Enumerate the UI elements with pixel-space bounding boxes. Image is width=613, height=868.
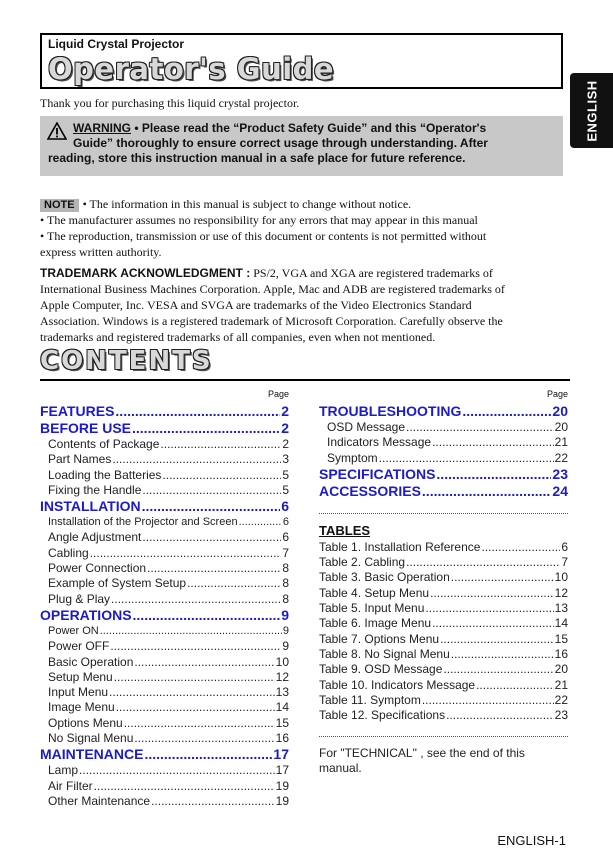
toc-entry[interactable] — [40, 530, 289, 545]
trademark-label: TRADEMARK ACKNOWLEDGMENT : — [40, 266, 251, 280]
toc-leader-dots — [406, 555, 560, 570]
toc-left-column — [40, 389, 289, 809]
toc-leader-dots — [115, 403, 280, 420]
toc-entry[interactable] — [40, 731, 289, 746]
toc-entry[interactable] — [40, 468, 289, 483]
page-column-label: Page — [267, 389, 289, 399]
toc-section-entry[interactable] — [319, 466, 568, 483]
toc-entry-label: ACCESSORIES — [319, 482, 421, 499]
toc-table-entry[interactable] — [319, 647, 568, 662]
toc-entry-label: Table 1. Installation Reference — [319, 539, 481, 554]
toc-entry-label: Symptom — [327, 450, 378, 465]
toc-entry-page: 9 — [281, 606, 289, 623]
toc-separator — [319, 736, 568, 737]
toc-entry-label: Table 6. Image Menu — [319, 616, 432, 631]
toc-section-entry[interactable] — [40, 403, 289, 420]
toc-entry-page: 20 — [554, 662, 568, 677]
toc-leader-dots — [151, 794, 275, 809]
trademark-line-5: trademarks and registered trademarks of all companies, even when not mentioned. — [40, 330, 436, 344]
toc-entry-page: 2 — [281, 420, 289, 436]
language-tab-label: ENGLISH — [584, 79, 599, 142]
toc-leader-dots — [160, 437, 281, 452]
toc-entry-label: Table 9. OSD Message — [319, 662, 443, 677]
toc-entry-label: MAINTENANCE — [40, 746, 144, 763]
toc-entry-label: Basic Operation — [48, 654, 134, 669]
toc-leader-dots — [134, 731, 274, 746]
toc-leader-dots — [79, 763, 275, 778]
page-column-label: Page — [546, 389, 568, 399]
contents-heading: CONTENTS — [40, 346, 213, 376]
toc-section-entry[interactable] — [319, 403, 568, 420]
toc-entry-label: Image Menu — [48, 700, 115, 715]
trademark-line-1 — [40, 265, 565, 281]
toc-entry[interactable] — [319, 435, 568, 450]
toc-entry-label: OSD Message — [327, 420, 406, 434]
toc-entry-page: 8 — [282, 591, 289, 606]
toc-entry-label: No Signal Menu — [48, 731, 134, 746]
toc-leader-dots — [239, 515, 282, 530]
toc-leader-dots — [90, 546, 282, 561]
toc-entry[interactable] — [40, 794, 289, 809]
toc-leader-dots — [422, 483, 552, 500]
toc-leader-dots — [422, 693, 554, 708]
toc-leader-dots — [425, 601, 553, 616]
toc-leader-dots — [436, 466, 551, 483]
toc-entry[interactable] — [40, 779, 289, 794]
toc-entry[interactable] — [40, 639, 289, 654]
technical-note: For "TECHNICAL" , see the end of this manual. — [319, 746, 525, 776]
toc-leader-dots — [114, 670, 275, 685]
toc-entry-label: TROUBLESHOOTING — [319, 403, 462, 419]
toc-entry-label: Part Names — [48, 452, 112, 467]
tables-list — [319, 540, 568, 724]
toc-entry-page: 17 — [273, 746, 289, 763]
toc-entry-label: Contents of Package — [48, 437, 160, 451]
warning-line-1 — [48, 121, 553, 136]
toc-entry-label: BEFORE USE — [40, 420, 132, 436]
toc-entry-label: Table 2. Cabling — [319, 555, 406, 570]
contents-divider — [40, 379, 570, 381]
toc-entry-label: Table 11. Symptom — [319, 692, 421, 707]
toc-leader-dots — [144, 746, 272, 763]
toc-section-entry[interactable] — [40, 498, 289, 515]
toc-entry-page: 14 — [275, 700, 289, 715]
toc-entry-page: 9 — [282, 624, 289, 637]
toc-entry-page: 24 — [552, 482, 568, 499]
toc-entry[interactable] — [40, 700, 289, 715]
toc-table-entry[interactable] — [319, 586, 568, 601]
toc-entry-page: 3 — [282, 452, 289, 467]
toc-entry-page: 8 — [282, 576, 289, 591]
toc-entry-label: Cabling — [48, 545, 89, 560]
toc-leader-dots — [446, 708, 554, 723]
toc-entry[interactable] — [40, 452, 289, 467]
warning-label: WARNING — [73, 121, 131, 135]
toc-leader-dots — [432, 435, 554, 450]
toc-leader-dots — [134, 655, 274, 670]
warning-line-3: reading, store this instruction manual in a safe place for future reference. — [48, 151, 466, 165]
toc-entry-page: 22 — [554, 692, 568, 707]
toc-entry-page: 16 — [554, 646, 568, 661]
toc-entry-label: SPECIFICATIONS — [319, 465, 436, 482]
trademark-line-2: International Business Machines Corporation. Apple, Mac and ADB are registered trademarks of — [40, 282, 505, 296]
toc-entry-page: 10 — [275, 654, 289, 669]
note-badge: NOTE — [40, 199, 79, 212]
toc-entry[interactable] — [40, 576, 289, 591]
toc-entry-page: 19 — [275, 778, 289, 793]
toc-entry-page: 8 — [282, 561, 289, 576]
toc-leader-dots — [440, 632, 554, 647]
toc-entry[interactable] — [40, 624, 289, 639]
toc-entry[interactable] — [40, 437, 289, 452]
toc-entry[interactable] — [40, 670, 289, 685]
toc-entry-page: 15 — [554, 631, 568, 646]
note-line-1 — [40, 196, 565, 212]
toc-entry-label: Air Filter — [48, 778, 93, 793]
toc-entry-page: 9 — [282, 639, 289, 654]
trademark-line-4: Association. Windows is a registered trademark of Microsoft Corporation. Carefully observe the — [40, 314, 503, 328]
toc-leader-dots — [94, 779, 275, 794]
toc-entry-label: Input Menu — [48, 685, 109, 700]
toc-entry-label: Table 12. Specifications — [319, 708, 446, 723]
toc-table-entry[interactable] — [319, 708, 568, 723]
toc-entry-page: 6 — [561, 539, 568, 554]
toc-entry-page: 14 — [554, 616, 568, 631]
toc-entry[interactable] — [40, 763, 289, 778]
document-title: Operator's Guide — [48, 52, 335, 86]
trademark-line-3: Apple Computer, Inc. VESA and SVGA are trademarks of the Video Electronics Standard — [40, 298, 472, 312]
toc-entry-label: Installation of the Projector and Screen — [48, 516, 238, 529]
toc-leader-dots — [142, 498, 281, 515]
tables-heading: TABLES — [319, 522, 371, 538]
toc-entry[interactable] — [40, 483, 289, 498]
note-text-1: • The information in this manual is subject to change without notice. — [82, 197, 412, 211]
toc-entry[interactable] — [319, 451, 568, 466]
toc-leader-dots — [116, 700, 275, 715]
toc-leader-dots — [443, 662, 553, 677]
toc-entry-page: 21 — [554, 677, 568, 692]
toc-leader-dots — [162, 468, 281, 483]
toc-table-entry[interactable] — [319, 678, 568, 693]
toc-entry-label: Table 3. Basic Operation — [319, 570, 450, 585]
toc-entry[interactable] — [40, 655, 289, 670]
toc-leader-dots — [432, 616, 554, 631]
toc-entry-label: Power ON — [48, 624, 99, 637]
toc-entry-page: 5 — [282, 467, 289, 482]
toc-entry-page: 6 — [281, 498, 289, 515]
warning-triangle-icon — [47, 122, 67, 140]
toc-entry-label: Table 4. Setup Menu — [319, 585, 430, 600]
toc-entry[interactable] — [319, 420, 568, 435]
toc-table-entry[interactable] — [319, 662, 568, 677]
note-line-2: • The manufacturer assumes no responsibility for any errors that may appear in this manual — [40, 213, 478, 227]
toc-leader-dots — [132, 420, 280, 437]
toc-left-list — [40, 403, 289, 809]
toc-entry-label: Other Maintenance — [48, 793, 151, 808]
trademark-text-1: PS/2, VGA and XGA are registered trademarks of — [250, 266, 493, 280]
toc-entry-page: 12 — [554, 585, 568, 600]
toc-entry-label: Table 7. Options Menu — [319, 631, 440, 646]
toc-entry-page: 20 — [552, 403, 568, 419]
toc-leader-dots — [462, 403, 551, 420]
toc-entry-page: 23 — [554, 708, 568, 723]
toc-entry-page: 17 — [275, 763, 289, 778]
toc-entry-page: 13 — [554, 601, 568, 616]
toc-entry-page: 10 — [554, 570, 568, 585]
toc-entry-page: 2 — [282, 437, 289, 451]
toc-entry-label: Fixing the Handle — [48, 482, 142, 497]
toc-leader-dots — [142, 530, 281, 545]
toc-entry-label: INSTALLATION — [40, 498, 141, 515]
toc-entry-page: 23 — [552, 465, 568, 482]
toc-entry-label: Angle Adjustment — [48, 530, 142, 545]
toc-entry-label: Loading the Batteries — [48, 467, 162, 482]
toc-entry-page: 2 — [281, 403, 289, 419]
toc-leader-dots — [379, 451, 554, 466]
toc-table-entry[interactable] — [319, 616, 568, 631]
toc-table-entry[interactable] — [319, 601, 568, 616]
toc-section-entry[interactable] — [40, 746, 289, 763]
toc-right-list — [319, 403, 568, 500]
language-tab — [570, 73, 613, 148]
toc-leader-dots — [109, 685, 275, 700]
warning-box — [40, 116, 563, 176]
toc-table-entry[interactable] — [319, 540, 568, 555]
toc-leader-dots — [476, 678, 554, 693]
note-line-3: • The reproduction, transmission or use of this document or contents is not permitted without — [40, 229, 487, 243]
toc-leader-dots — [451, 570, 554, 585]
toc-entry-label: Power OFF — [48, 639, 110, 654]
toc-entry[interactable] — [40, 561, 289, 576]
toc-entry-page: 16 — [275, 731, 289, 746]
toc-entry-page: 5 — [282, 482, 289, 497]
toc-entry-page: 7 — [561, 555, 568, 570]
toc-entry-page: 15 — [275, 715, 289, 730]
toc-leader-dots — [100, 624, 282, 639]
toc-entry[interactable] — [40, 515, 289, 530]
toc-entry-page: 13 — [275, 685, 289, 700]
toc-section-entry[interactable] — [40, 420, 289, 437]
toc-entry[interactable] — [40, 546, 289, 561]
toc-leader-dots — [406, 420, 554, 435]
toc-leader-dots — [110, 639, 281, 654]
toc-entry-label: Lamp — [48, 763, 79, 778]
toc-leader-dots — [111, 592, 281, 607]
toc-leader-dots — [124, 716, 275, 731]
toc-leader-dots — [142, 483, 281, 498]
toc-entry-label: FEATURES — [40, 403, 115, 419]
toc-leader-dots — [430, 586, 554, 601]
toc-entry-label: Setup Menu — [48, 669, 113, 684]
document-subtitle: Liquid Crystal Projector — [48, 37, 185, 51]
toc-entry-page: 19 — [275, 793, 289, 808]
toc-entry-page: 12 — [275, 669, 289, 684]
toc-entry-label: Example of System Setup — [48, 576, 187, 591]
toc-leader-dots — [147, 561, 281, 576]
toc-entry-page: 20 — [554, 420, 568, 434]
toc-section-entry[interactable] — [40, 607, 289, 624]
toc-entry-page: 22 — [554, 450, 568, 465]
warning-line-2: Guide” thoroughly to ensure correct usage through understanding. After — [73, 136, 488, 150]
toc-table-entry[interactable] — [319, 693, 568, 708]
trademark-block — [40, 265, 565, 345]
toc-leader-dots — [481, 540, 560, 555]
toc-table-entry[interactable] — [319, 555, 568, 570]
toc-entry-page: 7 — [282, 545, 289, 560]
toc-entry-label: Power Connection — [48, 561, 147, 576]
toc-entry[interactable] — [40, 592, 289, 607]
thanks-text: Thank you for purchasing this liquid crystal projector. — [40, 96, 300, 110]
toc-entry-label: Options Menu — [48, 715, 123, 730]
toc-entry[interactable] — [40, 685, 289, 700]
toc-entry-label: Table 5. Input Menu — [319, 601, 425, 616]
note-block — [40, 196, 565, 260]
warning-text-1: • Please read the “Product Safety Guide” and this “Operator's — [131, 121, 487, 135]
toc-leader-dots — [133, 607, 281, 624]
page-footer: ENGLISH-1 — [497, 833, 566, 848]
toc-leader-dots — [112, 452, 281, 467]
toc-entry-label: Table 8. No Signal Menu — [319, 646, 450, 661]
toc-table-entry[interactable] — [319, 632, 568, 647]
toc-table-entry[interactable] — [319, 570, 568, 585]
toc-leader-dots — [187, 576, 281, 591]
toc-entry-page: 21 — [554, 435, 568, 450]
toc-entry-page: 6 — [282, 516, 289, 529]
title-box — [40, 33, 563, 89]
toc-entry-page: 6 — [282, 530, 289, 545]
toc-entry-label: Table 10. Indicators Message — [319, 677, 476, 692]
toc-entry-label: Plug & Play — [48, 591, 111, 606]
toc-entry-label: Indicators Message — [327, 435, 432, 450]
toc-entry-label: OPERATIONS — [40, 606, 132, 623]
toc-section-entry[interactable] — [319, 483, 568, 500]
toc-leader-dots — [451, 647, 554, 662]
toc-entry[interactable] — [40, 716, 289, 731]
toc-separator — [319, 513, 568, 514]
toc-right-column — [319, 389, 568, 776]
note-line-4: express written authority. — [40, 245, 162, 259]
